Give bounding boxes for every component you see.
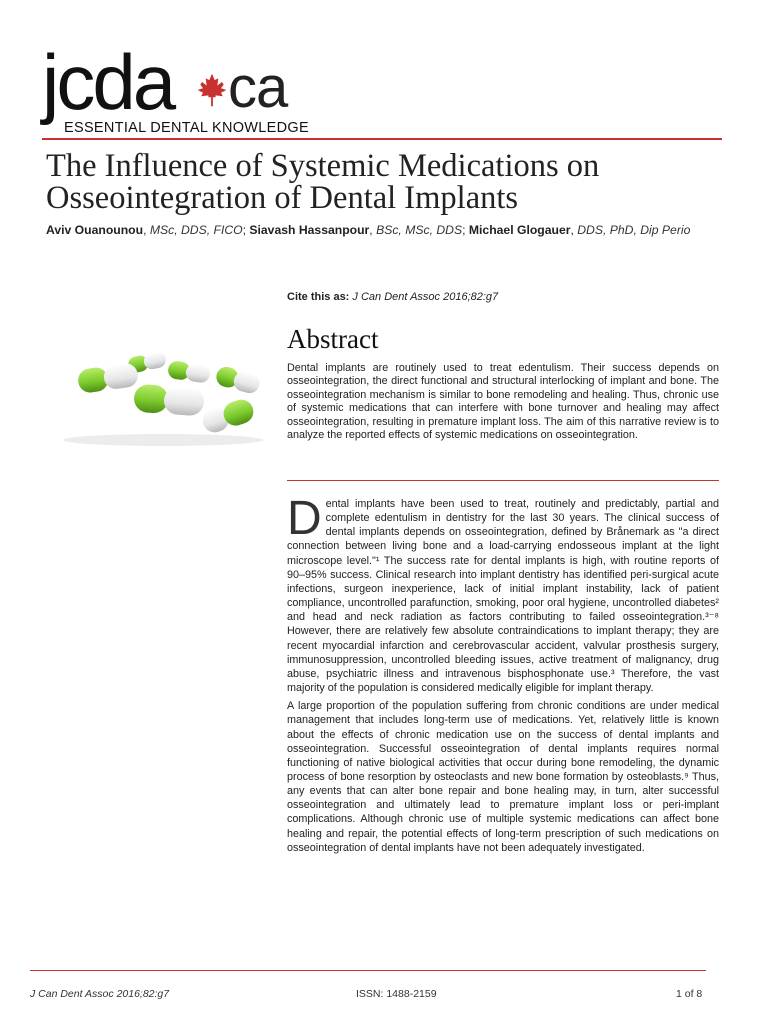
maple-leaf-icon xyxy=(194,72,230,108)
author-name: Siavash Hassanpour xyxy=(249,223,370,237)
body-paragraph-2: A large proportion of the population suffering from chronic conditions are under medical management that includes long-term use of medications. Yet, relatively little is known about the effects of chronic medication use on the success of dental implants and osseointegration. Successful osseointegration of dental implants requires normal functioning of native biological activities that occur during bone remodeling, the dynamic process of bone resorption by osteoclasts and new bone formation by osteoblasts.⁹ Thus, any events that can alter bone repair and bone healing may, in turn, alter successful osseointegration and ultimately lead to premature implant loss or peri-implant complications. Although chronic use of multiple systemic medications can affect bone healing and repair, the potential effects of long-term prescription of such medications on osseointegration of dental implants have not been adequately investigated. xyxy=(287,700,719,854)
footer-citation: J Can Dent Assoc 2016;82:g7 xyxy=(30,988,170,1000)
body-paragraph-1: Dental implants have been used to treat, routinely and predictably, partial and complete edentulism in dentistry for the last 30 years. The clinical success of dental implants depends on osseointegration, defined by Brånemark as "a direct connection between living bone and a load-carrying endosseous implant at the light microscope level."¹ The success rate for dental implants is high, with routine reports of 90–95% success. Clinical research into implant dentistry has identified peri-surgical acute infections, surgeon inexperience, lack of initial implant instability, lack of patient compliance, uncontrolled parafunction, smoking, poor oral hygiene, uncontrolled diabetes² and head and neck radiation as factors contributing to failed osseointegration.³⁻⁸ However, there are relatively few absolute contraindications to implant therapy; they are recent myocardial infarction and cerebrovascular accident, valvular prosthesis surgery, immunosuppression, uncontrolled bleeding issues, active treatment of malignancy, drug abuse, psychiatric illness and intravenous bisphosphonate use.³ Therefore, the vast majority of the population is considered medically eligible for implant therapy. xyxy=(287,492,719,695)
author-name: Michael Glogauer xyxy=(468,223,571,237)
footer-issn: ISSN: 1488-2159 xyxy=(356,988,437,1000)
title-line-2: Osseointegration of Dental Implants xyxy=(46,180,519,216)
jcda-logo[interactable] xyxy=(42,38,342,138)
footer-divider xyxy=(30,970,706,971)
section-divider xyxy=(287,480,719,481)
author-name: Aviv Ouanounou xyxy=(46,223,144,237)
title-line-1: The Influence of Systemic Medications on xyxy=(46,148,600,184)
author-credentials: MSc, DDS, FICO xyxy=(149,223,243,237)
cite-label: Cite this as: xyxy=(287,291,350,303)
cite-value: J Can Dent Assoc 2016;82:g7 xyxy=(352,291,499,303)
author-credentials: DDS, PhD, Dip Perio xyxy=(577,223,691,237)
logo-tagline: ESSENTIAL DENTAL KNOWLEDGE xyxy=(64,120,309,136)
author-list: Aviv Ouanounou, MSc, DDS, FICO; Siavash Hassanpour, BSc, MSc, DDS; Michael Glogauer, DDS, PhD, Dip Perio xyxy=(46,223,691,237)
abstract-text: Dental implants are routinely used to treat edentulism. Their success depends on osseointegration, the direct functional and structural interlocking of implant and bone. The osseointegration mechanism is similar to bone remodeling and healing. Thus, chronic use of systemic medications that can interfere with bone turnover and healing may affect osseointegration, resulting in premature implant loss. The aim of this narrative review is to analyze the reported effects of systemic medications on osseointegration. xyxy=(287,362,719,442)
footer-page-number: 1 of 8 xyxy=(676,988,703,1000)
author-credentials: BSc, MSc, DDS xyxy=(376,223,463,237)
article-body xyxy=(287,492,719,859)
header-divider xyxy=(42,138,722,140)
abstract-heading: Abstract xyxy=(287,324,379,354)
drop-cap: D xyxy=(287,492,322,545)
citation-line xyxy=(287,291,498,303)
capsules-image xyxy=(48,300,270,450)
logo-wordmark: jcda xyxy=(42,38,174,126)
article-title xyxy=(46,150,746,214)
logo-suffix: ca xyxy=(228,55,288,120)
